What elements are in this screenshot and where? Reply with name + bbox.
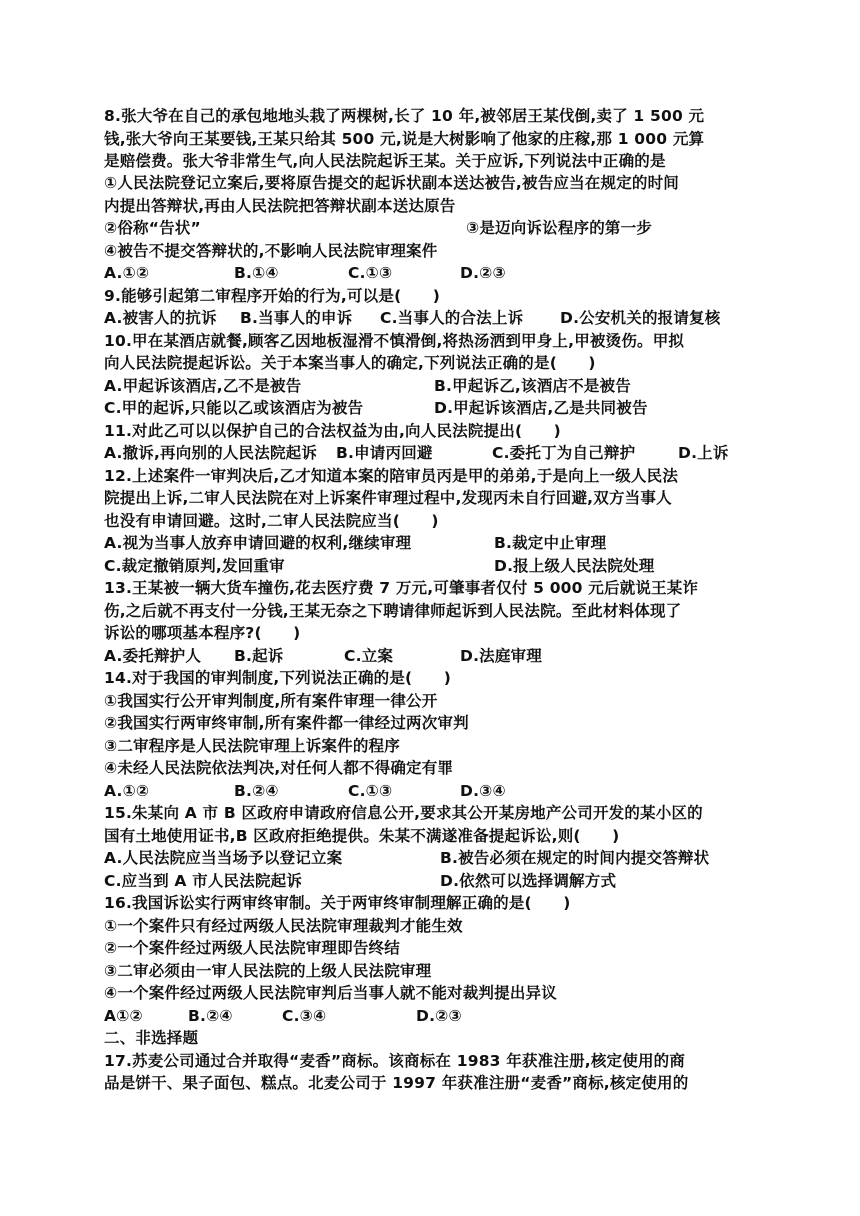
q10-option-c: C.甲的起诉,只能以乙或该酒店为被告: [104, 399, 364, 417]
q8-option-d: D.②③: [460, 264, 506, 282]
q8-stem-line-4: ①人民法院登记立案后,要将原告提交的起诉状副本送达被告,被告应当在规定的时间: [104, 174, 680, 192]
q12-stem-line-2: 院提出上诉,二审人民法院在对上诉案件审理过程中,发现丙未自行回避,双方当事人: [104, 489, 672, 507]
q13-option-c: C.立案: [344, 647, 394, 665]
q16-stem: 16.我国诉讼实行两审终审制。关于两审终审制理解正确的是( ): [104, 894, 571, 912]
q12-option-a: A.视为当事人放弃申请回避的权利,继续审理: [104, 534, 412, 552]
section-heading: 二、非选择题: [104, 1029, 199, 1047]
q8-option-b: B.①④: [234, 264, 279, 282]
q9-option-d: D.公安机关的报请复核: [560, 309, 721, 327]
q14-item-3: ③二审程序是人民法院审理上诉案件的程序: [104, 737, 400, 755]
q8-option-c: C.①③: [348, 264, 393, 282]
q14-item-4: ④未经人民法院依法判决,对任何人都不得确定有罪: [104, 759, 454, 777]
q15-stem-line-2: 国有土地使用证书,B 区政府拒绝提供。朱某不满遂准备提起诉讼,则( ): [104, 827, 620, 845]
q8-stem-line-1: 8.张大爷在自己的承包地地头栽了两棵树,长了 10 年,被邻居王某伐倒,卖了 1 500 元: [104, 107, 705, 125]
q16-item-3: ③二审必须由一审人民法院的上级人民法院审理: [104, 962, 432, 980]
q16-item-4: ④一个案件经过两级人民法院审判后当事人就不能对裁判提出异议: [104, 984, 557, 1002]
q16-option-c: C.③④: [282, 1007, 327, 1025]
q14-option-b: B.②④: [234, 782, 279, 800]
q9-option-a: A.被害人的抗诉: [104, 309, 217, 327]
q14-option-c: C.①③: [348, 782, 393, 800]
q10-option-d: D.甲起诉该酒店,乙是共同被告: [434, 399, 648, 417]
q13-option-b: B.起诉: [234, 647, 284, 665]
q9-stem: 9.能够引起第二审程序开始的行为,可以是( ): [104, 287, 441, 305]
q15-option-b: B.被告必须在规定的时间内提交答辩状: [440, 849, 710, 867]
q15-option-a: A.人民法院应当当场予以登记立案: [104, 849, 343, 867]
q8-item-2: ②俗称“告状”: [104, 219, 201, 237]
q14-option-d: D.③④: [460, 782, 506, 800]
q13-stem-line-1: 13.王某被一辆大货车撞伤,花去医疗费 7 万元,可肇事者仅付 5 000 元后就说王某诈: [104, 579, 699, 597]
q13-stem-line-3: 诉讼的哪项基本程序?( ): [104, 624, 301, 642]
q16-item-2: ②一个案件经过两级人民法院审理即告终结: [104, 939, 400, 957]
q13-option-d: D.法庭审理: [460, 647, 542, 665]
q14-stem: 14.对于我国的审判制度,下列说法正确的是( ): [104, 669, 452, 687]
q16-option-a: A①②: [104, 1007, 143, 1025]
q10-stem-line-2: 向人民法院提起诉讼。关于本案当事人的确定,下列说法正确的是( ): [104, 354, 596, 372]
q11-option-d: D.上诉: [678, 444, 729, 462]
q12-stem-line-1: 12.上述案件一审判决后,乙才知道本案的陪审员丙是甲的弟弟,于是向上一级人民法: [104, 467, 679, 485]
q10-option-b: B.甲起诉乙,该酒店不是被告: [434, 377, 631, 395]
q8-stem-line-2: 钱,张大爷向王某要钱,王某只给其 500 元,说是大树影响了他家的庄稼,那 1 000 元算: [104, 130, 705, 148]
q12-option-c: C.裁定撤销原判,发回重审: [104, 557, 285, 575]
q8-item-4: ④被告不提交答辩状的,不影响人民法院审理案件: [104, 242, 438, 260]
q11-stem: 11.对此乙可以以保护自己的合法权益为由,向人民法院提出( ): [104, 422, 561, 440]
q15-option-c: C.应当到 A 市人民法院起诉: [104, 872, 303, 890]
q12-option-d: D.报上级人民法院处理: [494, 557, 655, 575]
q10-option-a: A.甲起诉该酒店,乙不是被告: [104, 377, 302, 395]
q8-stem-line-3: 是赔偿费。张大爷非常生气,向人民法院起诉王某。关于应诉,下列说法中正确的是: [104, 152, 666, 170]
q15-stem-line-1: 15.朱某向 A 市 B 区政府申请政府信息公开,要求其公开某房地产公司开发的某小区的: [104, 804, 703, 822]
q15-option-d: D.依然可以选择调解方式: [440, 872, 617, 890]
q16-option-b: B.②④: [188, 1007, 233, 1025]
q11-option-a: A.撤诉,再向别的人民法院起诉: [104, 444, 318, 462]
q14-option-a: A.①②: [104, 782, 150, 800]
q9-option-c: C.当事人的合法上诉: [380, 309, 524, 327]
q13-stem-line-2: 伤,之后就不再支付一分钱,王某无奈之下聘请律师起诉到人民法院。至此材料体现了: [104, 602, 682, 620]
q17-stem-line-2: 品是饼干、果子面包、糕点。北麦公司于 1997 年获准注册“麦香”商标,核定使用的: [104, 1074, 689, 1092]
q10-stem-line-1: 10.甲在某酒店就餐,顾客乙因地板湿滑不慎滑倒,将热汤洒到甲身上,甲被烫伤。甲拟: [104, 332, 685, 350]
q16-option-d: D.②③: [416, 1007, 462, 1025]
q12-stem-line-3: 也没有申请回避。这时,二审人民法院应当( ): [104, 512, 439, 530]
q9-option-b: B.当事人的申诉: [240, 309, 353, 327]
q14-item-2: ②我国实行两审终审制,所有案件都一律经过两次审判: [104, 714, 469, 732]
q11-option-b: B.申请丙回避: [336, 444, 433, 462]
q17-stem-line-1: 17.苏麦公司通过合并取得“麦香”商标。该商标在 1983 年获准注册,核定使用的商: [104, 1052, 686, 1070]
q8-item-3: ③是迈向诉讼程序的第一步: [466, 219, 653, 237]
q11-option-c: C.委托丁为自己辩护: [492, 444, 636, 462]
q13-option-a: A.委托辩护人: [104, 647, 202, 665]
q14-item-1: ①我国实行公开审判制度,所有案件审理一律公开: [104, 692, 438, 710]
q16-item-1: ①一个案件只有经过两级人民法院审理裁判才能生效: [104, 917, 463, 935]
q8-stem-line-5: 内提出答辩状,再由人民法院把答辩状副本送达原告: [104, 197, 456, 215]
q12-option-b: B.裁定中止审理: [494, 534, 607, 552]
q8-option-a: A.①②: [104, 264, 150, 282]
